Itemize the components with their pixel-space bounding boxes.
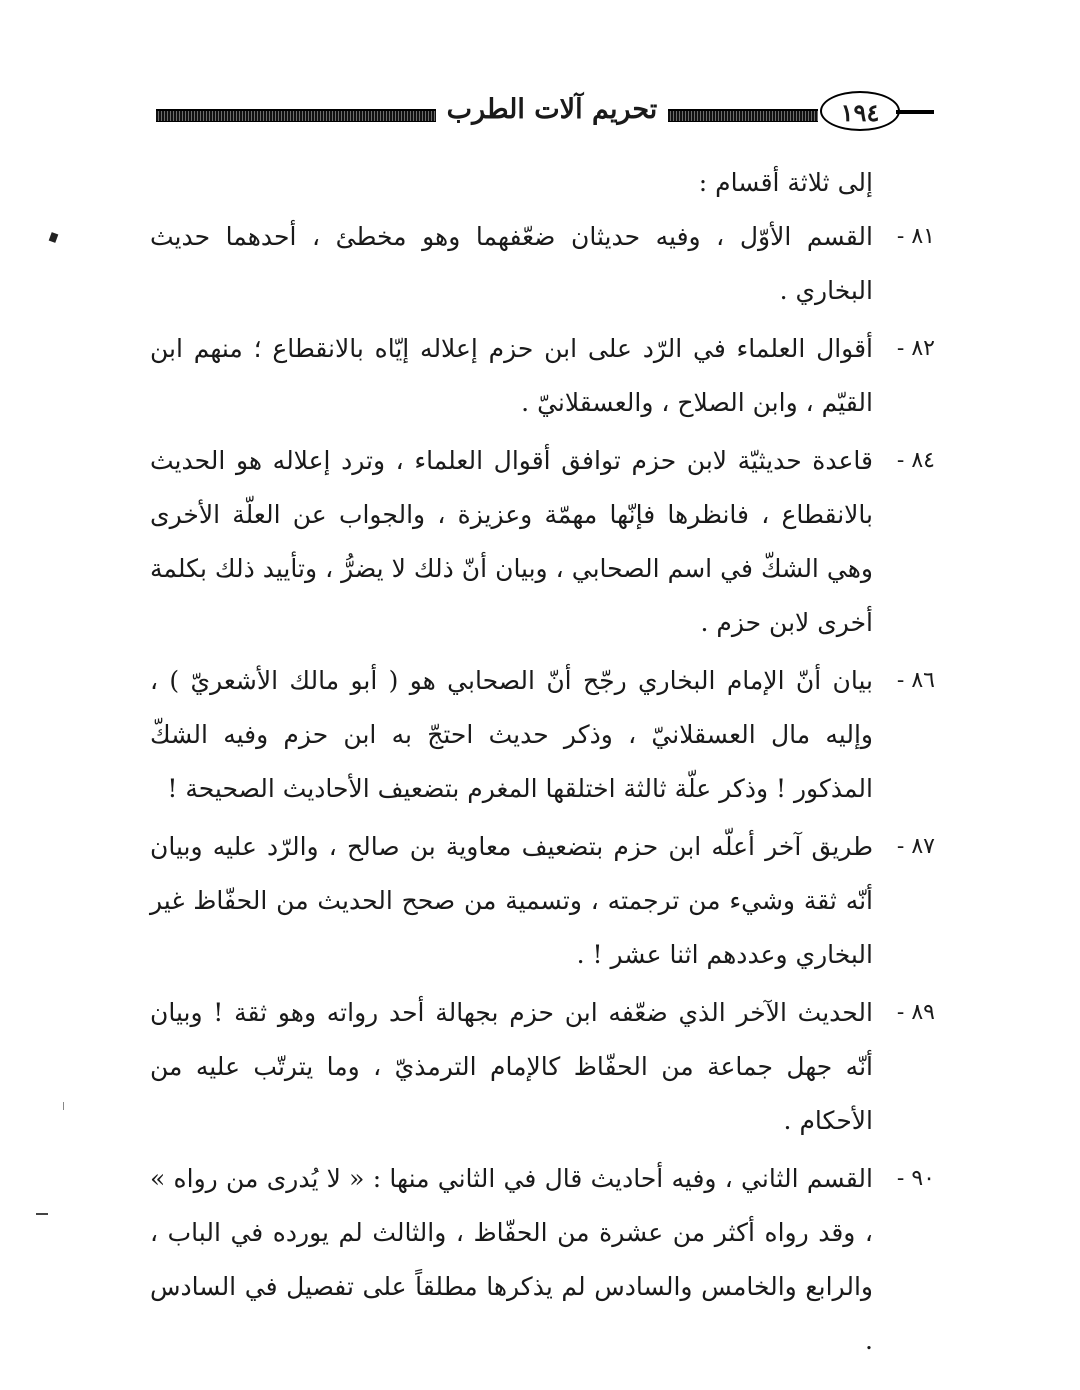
- entry-number: ٨٧ -: [896, 834, 935, 859]
- entry-text: بيان أنّ الإمام البخاري رجّح أنّ الصحابي هو ( أبو مالك الأشعريّ ) ، وإليه مال العسقلانيّ ، وذكر حديث احتجّ به ابن حزم وفيه الشكّ المذكور ! وذكر علّة ثالثة اختلقها المغرم بتضعيف الأحاديث الصحيحة !: [150, 666, 873, 803]
- index-entry: [150, 1152, 935, 1368]
- index-entry: [150, 654, 935, 816]
- header-rule-left: [156, 109, 436, 122]
- entry-number: ٨٦ -: [896, 668, 935, 693]
- entry-number: ٨١ -: [896, 224, 935, 249]
- header-rule-tail: [896, 110, 934, 114]
- entry-text: القسم الأوّل ، وفيه حديثان ضعّفهما وهو مخطئ ، أحدهما حديث البخاري .: [150, 222, 873, 305]
- margin-speck: [63, 1102, 64, 1110]
- index-entry: [150, 986, 935, 1148]
- entry-text: طريق آخر أعلّه ابن حزم بتضعيف معاوية بن صالح ، والرّد عليه وبيان أنّه ثقة وشيء من ترجمته ، وتسمية من صحح الحديث من الحفّاظ غير البخاري وعددهم اثنا عشر ! .: [150, 832, 873, 969]
- entry-number: ٨٩ -: [896, 1000, 935, 1025]
- running-title: تحريم آلات الطرب: [446, 94, 658, 125]
- entry-number: ٨٢ -: [896, 336, 935, 361]
- running-header: [150, 88, 935, 138]
- index-entry: [150, 820, 935, 982]
- header-rule-right: [668, 109, 818, 122]
- margin-speck: [36, 1213, 48, 1215]
- entry-text: الحديث الآخر الذي ضعّفه ابن حزم بجهالة أحد رواته وهو ثقة ! وبيان أنّه جهل جماعة من الحفّاظ كالإمام الترمذيّ ، وما يترتّب عليه من الأحكام .: [150, 998, 873, 1135]
- margin-speck: [49, 232, 59, 243]
- index-entry: [150, 210, 935, 318]
- entry-text: القسم الثاني ، وفيه أحاديث قال في الثاني منها : « لا يُدرى من رواه » ، وقد رواه أكثر من عشرة من الحفّاظ ، والثالث لم يورده في الباب ، والرابع والخامس والسادس لم يذكرها مطلقاً على تفصيل في السادس .: [150, 1164, 873, 1355]
- entry-number: ٩٠ -: [896, 1166, 935, 1191]
- index-entry: [150, 322, 935, 430]
- index-list: [150, 160, 935, 1372]
- index-entry: [150, 434, 935, 650]
- entry-text: أقوال العلماء في الرّد على ابن حزم إعلاله إيّاه بالانقطاع ؛ منهم ابن القيّم ، وابن الصلاح ، والعسقلانيّ .: [150, 334, 873, 417]
- page-number: ١٩٤: [820, 91, 900, 131]
- entry-text: قاعدة حديثيّة لابن حزم توافق أقوال العلماء ، وترد إعلاله هو الحديث بالانقطاع ، فانظرها فإنّها مهمّة وعزيزة ، والجواب عن العلّة الأخرى وهي الشكّ في اسم الصحابي ، وبيان أنّ ذلك لا يضرُّ ، وتأييد ذلك بكلمة أخرى لابن حزم .: [150, 446, 873, 637]
- entry-number: ٨٤ -: [896, 448, 935, 473]
- intro-line: إلى ثلاثة أقسام :: [698, 168, 873, 197]
